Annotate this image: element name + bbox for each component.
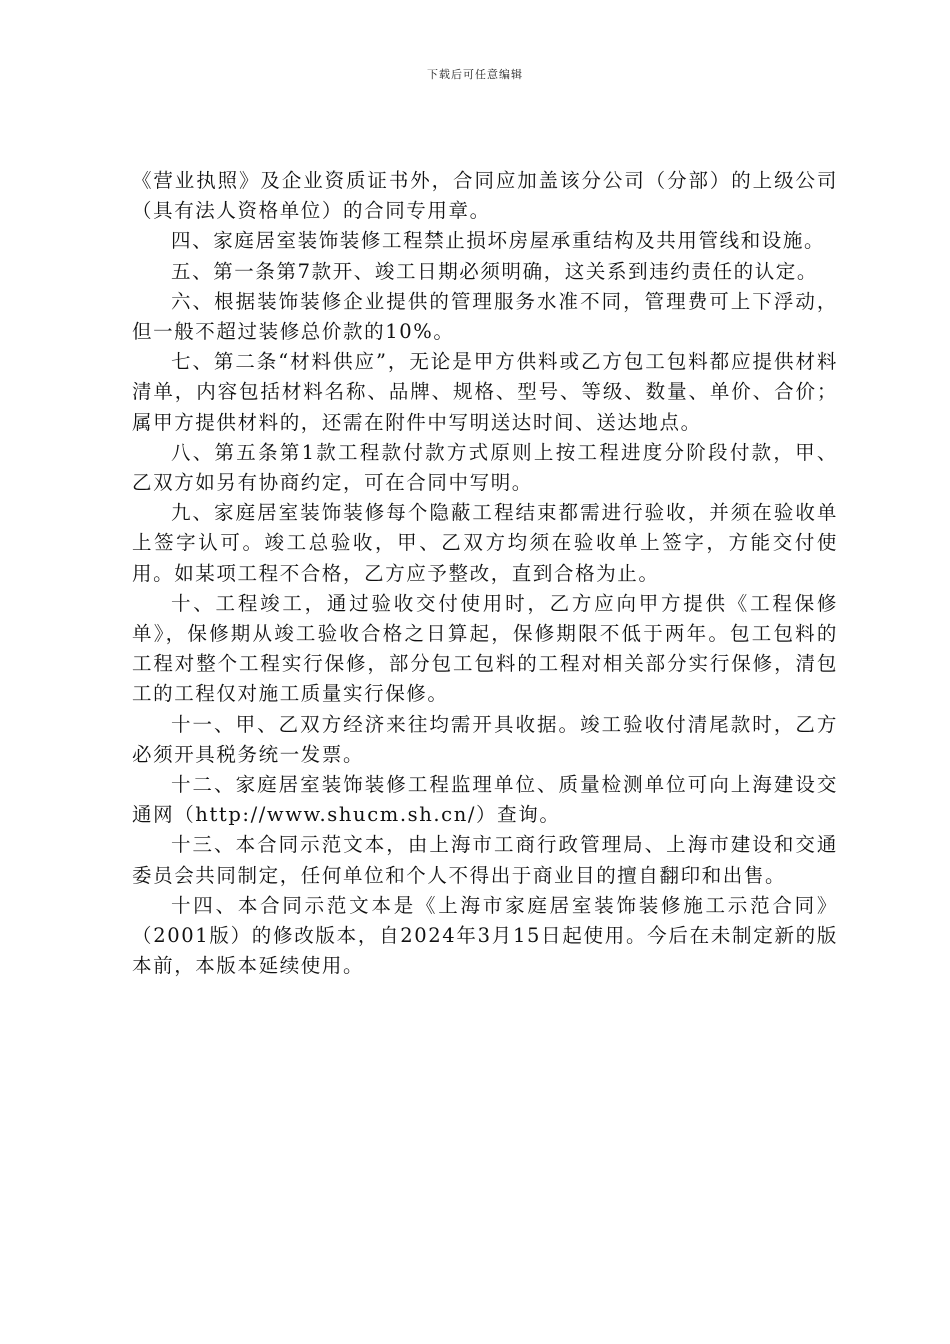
header-note: 下载后可任意编辑 bbox=[427, 68, 523, 81]
paragraph-clause-10: 十、工程竣工，通过验收交付使用时，乙方应向甲方提供《工程保修单》，保修期从竣工验收合格之日算起，保修期限不低于两年。包工包料的工程对整个工程实行保修，部分包工包料的工程对相关部分实行保修，清包工的工程仅对施工质量实行保修。 bbox=[132, 591, 838, 706]
paragraph-clause-11: 十一、甲、乙双方经济来往均需开具收据。竣工验收付清尾款时，乙方必须开具税务统一发票。 bbox=[132, 712, 838, 766]
paragraph-clause-13: 十三、本合同示范文本，由上海市工商行政管理局、上海市建设和交通委员会共同制定，任何单位和个人不得出于商业目的擅自翻印和出售。 bbox=[132, 833, 838, 887]
paragraph-clause-12: 十二、家庭居室装饰装修工程监理单位、质量检测单位可向上海建设交通网（http://www.shucm.sh.cn/）查询。 bbox=[132, 773, 838, 827]
paragraph-clause-4: 四、家庭居室装饰装修工程禁止损坏房屋承重结构及共用管线和设施。 bbox=[171, 229, 826, 253]
paragraph-clause-7: 七、第二条“材料供应”，无论是甲方供料或乙方包工包料都应提供材料清单，内容包括材料名称、品牌、规格、型号、等级、数量、单价、合价；属甲方提供材料的，还需在附件中写明送达时间、送达地点。 bbox=[132, 350, 838, 434]
paragraph-clause-9: 九、家庭居室装饰装修每个隐蔽工程结束都需进行验收，并须在验收单上签字认可。竣工总验收，甲、乙双方均须在验收单上签字，方能交付使用。如某项工程不合格，乙方应予整改，直到合格为止。 bbox=[132, 501, 838, 585]
paragraph-clause-14: 十四、本合同示范文本是《上海市家庭居室装饰装修施工示范合同》（2001版）的修改版本，自2024年3月15日起使用。今后在未制定新的版本前，本版本延续使用。 bbox=[132, 893, 838, 978]
paragraph-clause-6: 六、根据装饰装修企业提供的管理服务水准不同，管理费可上下浮动，但一般不超过装修总价款的10%。 bbox=[132, 289, 838, 344]
paragraph-clause-8: 八、第五条第1款工程款付款方式原则上按工程进度分阶段付款，甲、乙双方如另有协商约定，可在合同中写明。 bbox=[132, 440, 838, 495]
paragraph-clause-5: 五、第一条第7款开、竣工日期必须明确，这关系到违约责任的认定。 bbox=[171, 259, 819, 283]
paragraph-continuation: 《营业执照》及企业资质证书外，合同应加盖该分公司（分部）的上级公司（具有法人资格单位）的合同专用章。 bbox=[132, 169, 838, 223]
document-body bbox=[132, 166, 838, 981]
